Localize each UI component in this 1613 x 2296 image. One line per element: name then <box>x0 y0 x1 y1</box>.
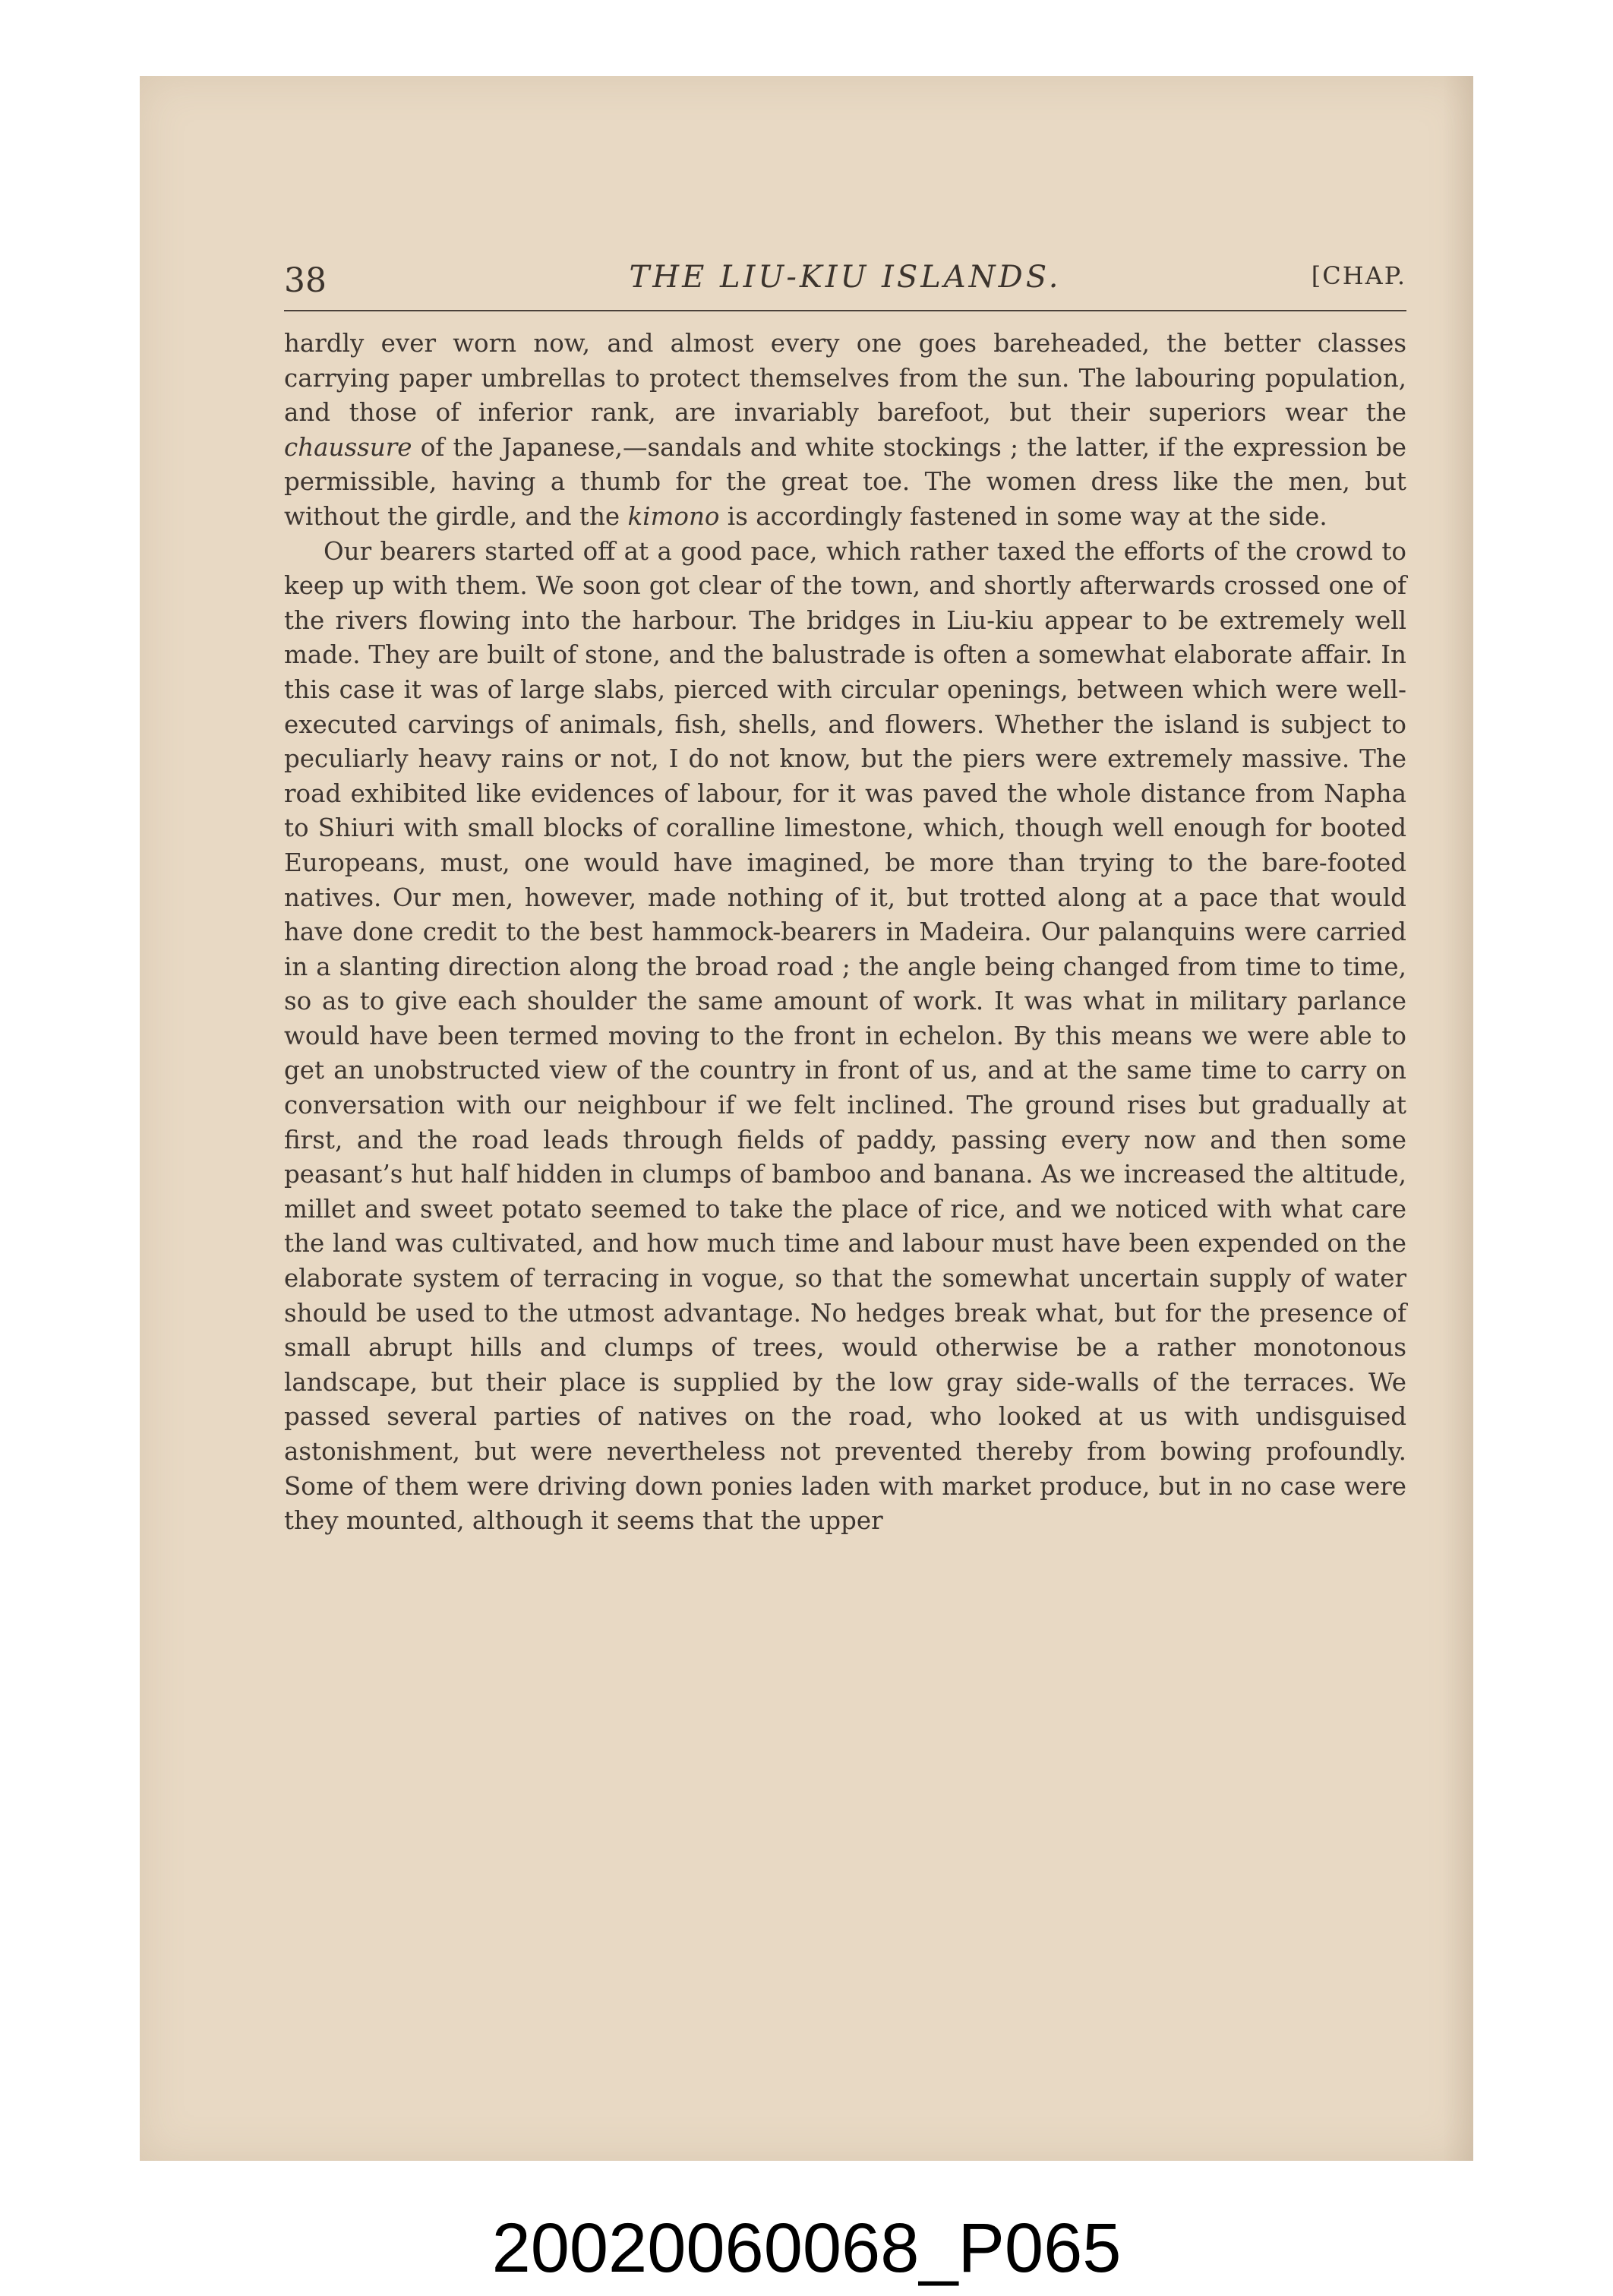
header-rule <box>284 310 1406 311</box>
paragraph-1 <box>284 327 1406 535</box>
chapter-mark: [CHAP. <box>1311 261 1406 290</box>
paragraph-1-text-a: hardly ever worn now, and almost every one goes bareheaded, the better classes carrying paper umbrellas to protect themselves from the sun. The labouring population, and those of inferior rank, are invariably barefoot, but their superiors wear the <box>284 329 1406 428</box>
body-text <box>284 327 1406 1884</box>
scan-id-caption: 20020060068_P065 <box>491 2209 1122 2287</box>
page-header <box>284 251 1406 304</box>
italic-chaussure: chaussure <box>284 432 412 462</box>
paragraph-1-text-c: is accordingly fastened in some way at the side. <box>719 501 1327 531</box>
paragraph-2: Our bearers started off at a good pace, which rather taxed the efforts of the crowd to keep up with them. We soon got clear of the town, and shortly afterwards crossed one of the rivers flowing into the harbour. The bridges in Liu-kiu appear to be extremely well made. They are built of stone, and the balustrade is often a somewhat elaborate affair. In this case it was of large slabs, pierced with circular openings, between which were well-executed carvings of animals, fish, shells, and flowers. Whether the island is subject to peculiarly heavy rains or not, I do not know, but the piers were extremely massive. The road exhibited like evidences of labour, for it was paved the whole distance from Napha to Shiuri with small blocks of coralline limestone, which, though well enough for booted Europeans, must, one would have imagined, be more than trying to the bare-footed natives. Our men, however, made nothing of it, but trotted along at a pace that would have done credit to the best hammock-bearers in Madeira. Our palanquins were carried in a slanting direction along the broad road ; the angle being changed from time to time, so as to give each shoulder the same amount of work. It was what in military parlance would have been termed moving to the front in echelon. By this means we were able to get an unobstructed view of the country in front of us, and at the same time to carry on conversation with our neighbour if we felt inclined. The ground rises but gradually at first, and the road leads through fields of paddy, passing every now and then some peasant’s hut half hidden in clumps of bamboo and banana. As we increased the altitude, millet and sweet potato seemed to take the place of rice, and we noticed with what care the land was cultivated, and how much time and labour must have been expended on the elaborate system of terracing in vogue, so that the somewhat uncertain supply of water should be used to the utmost advantage. No hedges break what, but for the presence of small abrupt hills and clumps of trees, would otherwise be a rather monotonous landscape, but their place is supplied by the low gray side-walls of the terraces. We passed several parties of natives on the road, who looked at us with undisguised astonishment, but were nevertheless not prevented thereby from bowing profoundly. Some of them were driving down ponies laden with market produce, but in no case were they mounted, although it seems that the upper <box>284 536 1406 1536</box>
running-title: THE LIU-KIU ISLANDS. <box>629 260 1062 295</box>
paragraph-1-text-b: of the Japanese,—sandals and white stockings ; the latter, if the expression be permissible, having a thumb for the great toe. The women dress like the men, but without the girdle, and the <box>284 432 1406 531</box>
italic-kimono: kimono <box>627 501 720 531</box>
page-number: 38 <box>284 261 327 300</box>
